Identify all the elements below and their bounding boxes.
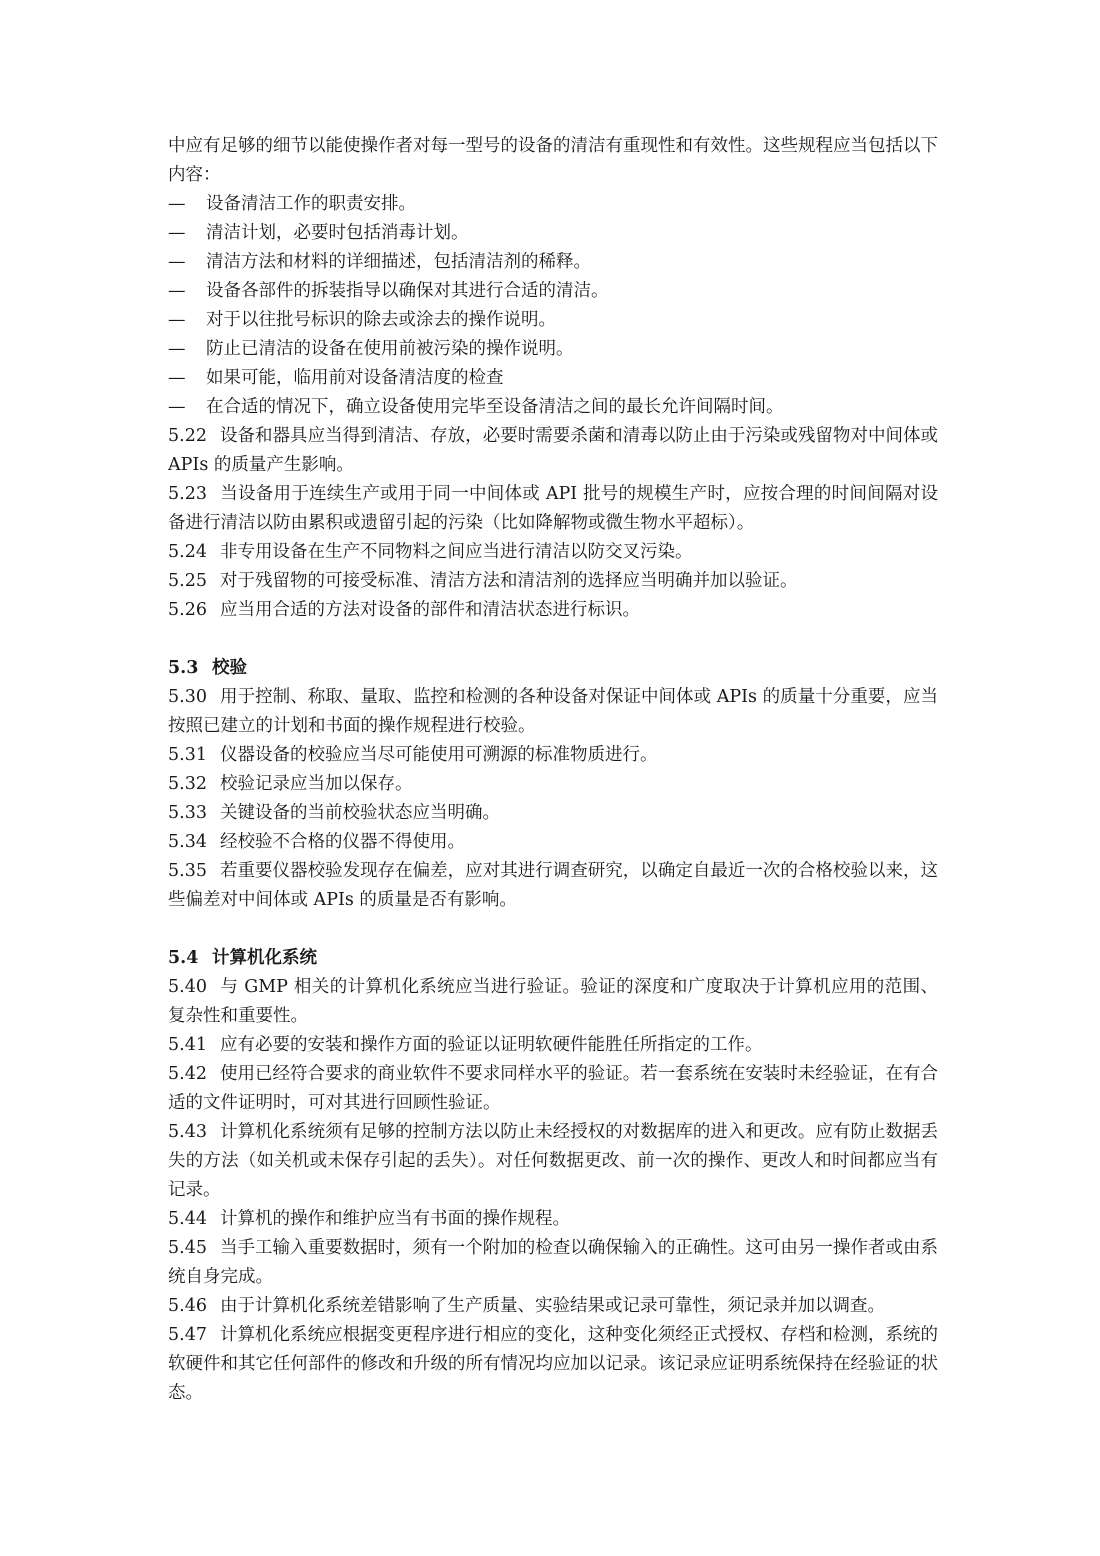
clause-5-22 [168,422,938,480]
clause-text: 计算机化系统须有足够的控制方法以防止未经授权的对数据库的进入和更改。应有防止数据丢失的方法（如关机或未保存引起的丢失）。对任何数据更改、前一次的操作、更改人和时间都应当有记录。 [168,1122,938,1200]
dash-marker: — [168,194,186,214]
clause-5-34 [168,828,938,857]
clause-5-45 [168,1234,938,1292]
clause-5-44 [168,1205,938,1234]
clause-number: 5.22 [168,426,207,446]
clause-number: 5.24 [168,542,207,562]
section-number: 5.3 [168,658,199,678]
clause-number: 5.32 [168,774,207,794]
clause-number: 5.23 [168,484,207,504]
clause-number: 5.43 [168,1122,207,1142]
clause-5-33 [168,799,938,828]
dash-list-item [168,219,938,248]
dash-item-text: 设备清洁工作的职责安排。 [206,194,416,214]
clause-text: 由于计算机化系统差错影响了生产质量、实验结果或记录可靠性，须记录并加以调查。 [220,1296,885,1316]
dash-marker: — [168,368,186,388]
clause-group-cleaning [168,422,938,625]
clause-text: 使用已经符合要求的商业软件不要求同样水平的验证。若一套系统在安装时未经验证，在有合适的文件证明时，可对其进行回顾性验证。 [168,1064,938,1113]
clause-number: 5.30 [168,687,207,707]
clause-text: 应有必要的安装和操作方面的验证以证明软硬件能胜任所指定的工作。 [220,1035,763,1055]
clause-text: 计算机的操作和维护应当有书面的操作规程。 [220,1209,570,1229]
clause-5-32 [168,770,938,799]
dash-item-text: 如果可能，临用前对设备清洁度的检查 [206,368,504,388]
clause-text: 用于控制、称取、量取、监控和检测的各种设备对保证中间体或 APIs 的质量十分重要，应当按照已建立的计划和书面的操作规程进行校验。 [168,687,938,736]
clause-text: 关键设备的当前校验状态应当明确。 [220,803,500,823]
clause-text: 对于残留物的可接受标准、清洁方法和清洁剂的选择应当明确并加以验证。 [220,571,798,591]
dash-marker: — [168,310,186,330]
clause-text: 校验记录应当加以保存。 [220,774,413,794]
dash-item-text: 对于以往批号标识的除去或涂去的操作说明。 [206,310,556,330]
clause-number: 5.44 [168,1209,207,1229]
clause-number: 5.31 [168,745,207,765]
dash-list-item [168,393,938,422]
clause-number: 5.25 [168,571,207,591]
dash-list-item [168,306,938,335]
clause-text: 仪器设备的校验应当尽可能使用可溯源的标准物质进行。 [220,745,658,765]
clause-5-46 [168,1292,938,1321]
section-heading-calibration [168,654,938,683]
clause-number: 5.47 [168,1325,207,1345]
dash-list-item [168,190,938,219]
clause-number: 5.33 [168,803,207,823]
clause-5-42 [168,1060,938,1118]
clause-text: 经校验不合格的仪器不得使用。 [220,832,465,852]
clause-number: 5.45 [168,1238,207,1258]
clause-5-35 [168,857,938,915]
clause-text: 计算机化系统应根据变更程序进行相应的变化，这种变化须经正式授权、存档和检测，系统的软硬件和其它任何部件的修改和升级的所有情况均应加以记录。该记录应证明系统保持在经验证的状态。 [168,1325,938,1403]
clause-5-40 [168,973,938,1031]
clause-5-43 [168,1118,938,1205]
section-title: 校验 [212,658,247,678]
dash-list-item [168,277,938,306]
dash-list-item [168,364,938,393]
dash-item-text: 清洁方法和材料的详细描述，包括清洁剂的稀释。 [206,252,591,272]
clause-number: 5.46 [168,1296,207,1316]
clause-5-31 [168,741,938,770]
dash-item-text: 设备各部件的拆装指导以确保对其进行合适的清洁。 [206,281,609,301]
clause-text: 与 GMP 相关的计算机化系统应当进行验证。验证的深度和广度取决于计算机应用的范围、复杂性和重要性。 [168,977,938,1026]
dash-item-text: 防止已清洁的设备在使用前被污染的操作说明。 [206,339,574,359]
dash-list-item [168,248,938,277]
clause-5-26 [168,596,938,625]
section-title: 计算机化系统 [212,948,317,968]
dash-list [168,190,938,422]
clause-5-30 [168,683,938,741]
clause-group-computerized-systems [168,973,938,1408]
clause-5-47 [168,1321,938,1408]
dash-marker: — [168,252,186,272]
dash-marker: — [168,397,186,417]
clause-number: 5.26 [168,600,207,620]
clause-text: 当手工输入重要数据时，须有一个附加的检查以确保输入的正确性。这可由另一操作者或由系统自身完成。 [168,1238,938,1287]
clause-text: 若重要仪器校验发现存在偏差，应对其进行调查研究，以确定自最近一次的合格校验以来，这些偏差对中间体或 APIs 的质量是否有影响。 [168,861,938,910]
clause-text: 设备和器具应当得到清洁、存放，必要时需要杀菌和清毒以防止由于污染或残留物对中间体或 APIs 的质量产生影响。 [168,426,938,475]
clause-text: 非专用设备在生产不同物料之间应当进行清洁以防交叉污染。 [220,542,693,562]
dash-marker: — [168,223,186,243]
dash-item-text: 在合适的情况下，确立设备使用完毕至设备清洁之间的最长允许间隔时间。 [206,397,784,417]
dash-marker: — [168,281,186,301]
clause-number: 5.41 [168,1035,207,1055]
clause-5-25 [168,567,938,596]
clause-5-23 [168,480,938,538]
clause-text: 应当用合适的方法对设备的部件和清洁状态进行标识。 [220,600,640,620]
clause-5-41 [168,1031,938,1060]
dash-item-text: 清洁计划，必要时包括消毒计划。 [206,223,469,243]
section-heading-computerized-systems [168,944,938,973]
clause-5-24 [168,538,938,567]
clause-text: 当设备用于连续生产或用于同一中间体或 API 批号的规模生产时，应按合理的时间间隔对设备进行清洁以防由累积或遗留引起的污染（比如降解物或微生物水平超标）。 [168,484,938,533]
dash-list-item [168,335,938,364]
clause-number: 5.35 [168,861,207,881]
section-number: 5.4 [168,948,199,968]
clause-number: 5.40 [168,977,207,997]
clause-number: 5.42 [168,1064,207,1084]
document-page [168,132,938,1408]
dash-marker: — [168,339,186,359]
intro-paragraph: 中应有足够的细节以能使操作者对每一型号的设备的清洁有重现性和有效性。这些规程应当包括以下内容： [168,136,938,185]
clause-number: 5.34 [168,832,207,852]
clause-group-calibration [168,683,938,915]
